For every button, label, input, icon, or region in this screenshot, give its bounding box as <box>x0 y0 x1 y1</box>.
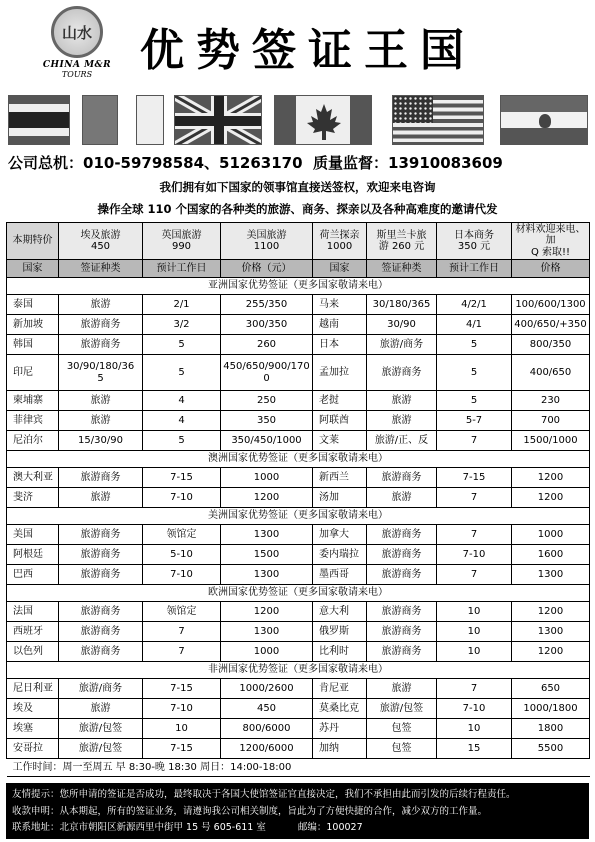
table-cell: 5 <box>143 335 221 355</box>
table-cell: 650 <box>512 679 590 699</box>
table-row <box>7 739 590 759</box>
country-cell: 马来 <box>313 295 367 315</box>
table-row <box>7 679 590 699</box>
table-row <box>7 468 590 488</box>
table-cell: 7-10 <box>143 488 221 508</box>
table-cell: 5 <box>143 355 221 391</box>
table-cell: 7-15 <box>437 468 512 488</box>
table-cell: 400/650 <box>512 355 590 391</box>
country-cell: 菲律宾 <box>7 411 59 431</box>
table-cell: 450 <box>221 699 313 719</box>
table-cell: 1300 <box>221 622 313 642</box>
table-cell: 350/450/1000 <box>221 431 313 451</box>
table-cell: 旅游商务 <box>367 622 437 642</box>
table-cell: 旅游 <box>59 488 143 508</box>
table-cell: 1000/2600 <box>221 679 313 699</box>
logo-emblem <box>51 6 103 58</box>
table-cell: 7 <box>437 679 512 699</box>
table-cell: 30/90 <box>367 315 437 335</box>
table-cell: 旅游商务 <box>367 355 437 391</box>
table-cell: 1300 <box>221 525 313 545</box>
table-cell: 2/1 <box>143 295 221 315</box>
section-title: 欧洲国家优势签证（更多国家敬请来电） <box>7 585 590 602</box>
featured-item: 美国旅游 1100 <box>221 223 313 260</box>
table-cell: 5 <box>437 391 512 411</box>
table-cell: 旅游商务 <box>59 335 143 355</box>
table-cell: 300/350 <box>221 315 313 335</box>
table-cell: 5500 <box>512 739 590 759</box>
table-cell: 4 <box>143 391 221 411</box>
table-cell: 1000 <box>221 642 313 662</box>
table-cell: 4/2/1 <box>437 295 512 315</box>
section-title: 亚洲国家优势签证（更多国家敬请来电） <box>7 278 590 295</box>
intro-line-1: 我们拥有如下国家的领事馆直接送签权，欢迎来电咨询 <box>159 180 436 194</box>
table-row <box>7 295 590 315</box>
flag-icon <box>82 95 118 145</box>
footer-address: 联系地址：北京市朝阳区新源西里中街甲 15 号 605-611 室 <box>12 822 266 833</box>
section-title: 非洲国家优势签证（更多国家敬请来电） <box>7 662 590 679</box>
table-cell: 旅游/商务 <box>59 679 143 699</box>
country-cell: 肯尼亚 <box>313 679 367 699</box>
country-cell: 尼日利亚 <box>7 679 59 699</box>
table-cell: 30/90/180/36 5 <box>59 355 143 391</box>
table-cell: 包签 <box>367 719 437 739</box>
table-cell: 450/650/900/170 0 <box>221 355 313 391</box>
table-row <box>7 525 590 545</box>
table-cell: 255/350 <box>221 295 313 315</box>
canada-flag-icon <box>274 95 372 145</box>
table-cell: 1800 <box>512 719 590 739</box>
country-cell: 斐济 <box>7 488 59 508</box>
column-header: 价格（元） <box>221 260 313 278</box>
table-cell: 800/350 <box>512 335 590 355</box>
table-cell: 7 <box>143 622 221 642</box>
table-cell: 7 <box>437 565 512 585</box>
section-title-row <box>7 585 590 602</box>
table-cell: 7 <box>437 431 512 451</box>
table-row <box>7 411 590 431</box>
section-title-row <box>7 278 590 295</box>
usa-flag-canton <box>393 96 433 123</box>
table-cell: 15/30/90 <box>59 431 143 451</box>
flag-icon <box>136 95 164 145</box>
table-cell: 1200 <box>221 488 313 508</box>
table-cell: 旅游商务 <box>59 525 143 545</box>
footer-tip: 友情提示：您所申请的签证是否成功，最终取决于各国大使馆签证官直接决定，我们不承担由此而引发的后续行程责任。 <box>12 789 516 800</box>
flag-strip <box>0 95 595 147</box>
country-cell: 比利时 <box>313 642 367 662</box>
table-cell: 旅游商务 <box>367 525 437 545</box>
table-cell: 1200 <box>512 642 590 662</box>
table-cell: 7-10 <box>143 699 221 719</box>
table-cell: 旅游商务 <box>367 642 437 662</box>
country-cell: 澳大利亚 <box>7 468 59 488</box>
table-row <box>7 431 590 451</box>
table-cell: 旅游商务 <box>367 545 437 565</box>
visa-price-table <box>6 222 590 777</box>
table-cell: 1200 <box>512 602 590 622</box>
table-row <box>7 622 590 642</box>
table-cell: 旅游 <box>59 391 143 411</box>
country-cell: 莫桑比克 <box>313 699 367 719</box>
table-row <box>7 488 590 508</box>
uk-flag-icon <box>174 95 262 145</box>
country-cell: 埃塞 <box>7 719 59 739</box>
table-cell: 旅游/包签 <box>367 699 437 719</box>
featured-item: 斯里兰卡旅 游 260 元 <box>367 223 437 260</box>
country-cell: 意大利 <box>313 602 367 622</box>
company-phone <box>8 152 303 173</box>
featured-row <box>7 223 590 260</box>
table-cell: 旅游 <box>367 411 437 431</box>
page-title: 优势签证王国 <box>140 25 476 76</box>
featured-item: 荷兰探亲 1000 <box>313 223 367 260</box>
iran-flag-icon <box>500 95 588 145</box>
logo-sub: TOURS <box>61 70 93 79</box>
country-cell: 印尼 <box>7 355 59 391</box>
country-cell: 阿根廷 <box>7 545 59 565</box>
phone-label: 公司总机： <box>8 154 84 172</box>
table-cell: 1500/1000 <box>512 431 590 451</box>
table-cell: 7 <box>437 488 512 508</box>
column-header: 预计工作日 <box>143 260 221 278</box>
intro-line-2: 操作全球 110 个国家的各种类的旅游、商务、探亲以及各种高难度的邀请代发 <box>97 202 498 216</box>
logo-mark-text: 山水 <box>61 23 92 42</box>
table-cell: 7-15 <box>143 679 221 699</box>
table-cell: 15 <box>437 739 512 759</box>
contact-bar <box>0 150 595 172</box>
country-cell: 巴西 <box>7 565 59 585</box>
table-cell: 旅游商务 <box>59 545 143 565</box>
table-cell: 旅游 <box>367 391 437 411</box>
table-row <box>7 719 590 739</box>
table-cell: 4 <box>143 411 221 431</box>
table-cell: 旅游商务 <box>59 642 143 662</box>
usa-flag-icon <box>392 95 484 145</box>
table-cell: 1200 <box>512 468 590 488</box>
table-cell: 5-7 <box>437 411 512 431</box>
country-cell: 美国 <box>7 525 59 545</box>
table-cell: 旅游/包签 <box>59 739 143 759</box>
table-cell: 230 <box>512 391 590 411</box>
working-hours-row <box>7 759 590 777</box>
table-cell: 1200/6000 <box>221 739 313 759</box>
logo-name: CHINA M&R <box>42 60 112 70</box>
table-row <box>7 545 590 565</box>
table-cell: 7 <box>143 642 221 662</box>
country-cell: 文莱 <box>313 431 367 451</box>
country-cell: 尼泊尔 <box>7 431 59 451</box>
featured-item: 英国旅游 990 <box>143 223 221 260</box>
table-row <box>7 355 590 391</box>
column-header: 签证种类 <box>367 260 437 278</box>
table-cell: 旅游 <box>59 411 143 431</box>
country-cell: 苏丹 <box>313 719 367 739</box>
footer-notice <box>6 783 589 839</box>
table-row <box>7 335 590 355</box>
table-cell: 7-10 <box>437 699 512 719</box>
table-cell: 5-10 <box>143 545 221 565</box>
section-title: 美洲国家优势签证（更多国家敬请来电） <box>7 508 590 525</box>
table-cell: 10 <box>437 622 512 642</box>
table-cell: 5 <box>143 431 221 451</box>
table-row <box>7 391 590 411</box>
table-cell: 250 <box>221 391 313 411</box>
table-cell: 7-15 <box>143 468 221 488</box>
table-cell: 10 <box>437 719 512 739</box>
table-cell: 旅游 <box>367 679 437 699</box>
table-header-row <box>7 260 590 278</box>
table-cell: 1600 <box>512 545 590 565</box>
quality-supervision <box>313 152 503 173</box>
iran-flag-emblem <box>539 114 551 128</box>
table-cell: 400/650/+350 <box>512 315 590 335</box>
country-cell: 孟加拉 <box>313 355 367 391</box>
company-logo <box>38 6 116 88</box>
table-cell: 10 <box>143 719 221 739</box>
country-cell: 新西兰 <box>313 468 367 488</box>
column-header: 签证种类 <box>59 260 143 278</box>
table-cell: 800/6000 <box>221 719 313 739</box>
country-cell: 泰国 <box>7 295 59 315</box>
table-cell: 700 <box>512 411 590 431</box>
table-row <box>7 565 590 585</box>
table-cell: 260 <box>221 335 313 355</box>
featured-item: 埃及旅游 450 <box>59 223 143 260</box>
country-cell: 安哥拉 <box>7 739 59 759</box>
table-cell: 旅游/商务 <box>367 335 437 355</box>
featured-item: 材料欢迎来电、加 Q 索取!! <box>512 223 590 260</box>
table-cell: 旅游商务 <box>367 468 437 488</box>
country-cell: 委内瑞拉 <box>313 545 367 565</box>
column-header: 预计工作日 <box>437 260 512 278</box>
country-cell: 阿联酋 <box>313 411 367 431</box>
table-cell: 领馆定 <box>143 602 221 622</box>
table-cell: 旅游商务 <box>367 602 437 622</box>
column-header: 价格 <box>512 260 590 278</box>
table-cell: 旅游商务 <box>59 565 143 585</box>
table-cell: 7-15 <box>143 739 221 759</box>
table-cell: 10 <box>437 602 512 622</box>
table-cell: 包签 <box>367 739 437 759</box>
table-cell: 旅游商务 <box>59 315 143 335</box>
table-cell: 1000 <box>512 525 590 545</box>
footer-address-line <box>12 820 583 837</box>
table-cell: 1300 <box>221 565 313 585</box>
footer-payment: 收款申明：从本期起，所有的签证业务，请遵询我公司相关制度，旨此为了方便快捷的合作，减少双方的工作量。 <box>12 805 488 817</box>
table-cell: 旅游商务 <box>367 565 437 585</box>
table-cell: 旅游商务 <box>59 602 143 622</box>
table-row <box>7 602 590 622</box>
footer-postcode: 邮编：100027 <box>297 822 363 833</box>
table-row <box>7 642 590 662</box>
column-header: 国家 <box>313 260 367 278</box>
table-row <box>7 315 590 335</box>
table-cell: 7-10 <box>437 545 512 565</box>
country-cell: 加纳 <box>313 739 367 759</box>
featured-label: 本期特价 <box>7 223 59 260</box>
country-cell: 西班牙 <box>7 622 59 642</box>
table-cell: 7-10 <box>143 565 221 585</box>
section-title: 澳洲国家优势签证（更多国家敬请来电） <box>7 451 590 468</box>
country-cell: 越南 <box>313 315 367 335</box>
table-cell: 7 <box>437 525 512 545</box>
phone-number: 010-59798584、51263170 <box>83 154 303 172</box>
country-cell: 俄罗斯 <box>313 622 367 642</box>
supervise-label: 质量监督： <box>313 154 389 172</box>
table-cell: 旅游商务 <box>59 468 143 488</box>
table-cell: 1000 <box>221 468 313 488</box>
table-cell: 1500 <box>221 545 313 565</box>
country-cell: 汤加 <box>313 488 367 508</box>
section-title-row <box>7 451 590 468</box>
table-cell: 旅游商务 <box>59 622 143 642</box>
table-cell: 旅游/正、反 <box>367 431 437 451</box>
table-cell: 旅游 <box>367 488 437 508</box>
working-hours: 工作时间：周一至周五 早 8:30-晚 18:30 周日：14:00-18:00 <box>7 759 590 777</box>
table-cell: 5 <box>437 355 512 391</box>
country-cell: 加拿大 <box>313 525 367 545</box>
country-cell: 韩国 <box>7 335 59 355</box>
thailand-flag-icon <box>8 95 70 145</box>
table-cell: 100/600/1300 <box>512 295 590 315</box>
visa-table-body <box>7 223 590 777</box>
table-cell: 领馆定 <box>143 525 221 545</box>
table-cell: 350 <box>221 411 313 431</box>
section-title-row <box>7 662 590 679</box>
country-cell: 柬埔寨 <box>7 391 59 411</box>
table-cell: 3/2 <box>143 315 221 335</box>
country-cell: 新加坡 <box>7 315 59 335</box>
country-cell: 埃及 <box>7 699 59 719</box>
table-cell: 1300 <box>512 622 590 642</box>
table-cell: 10 <box>437 642 512 662</box>
intro-text <box>0 176 595 220</box>
header <box>0 0 595 95</box>
table-cell: 旅游/包签 <box>59 719 143 739</box>
table-cell: 1200 <box>512 488 590 508</box>
country-cell: 墨西哥 <box>313 565 367 585</box>
table-cell: 30/180/365 <box>367 295 437 315</box>
featured-item: 日本商务 350 元 <box>437 223 512 260</box>
table-cell: 旅游 <box>59 699 143 719</box>
section-title-row <box>7 508 590 525</box>
table-cell: 1000/1800 <box>512 699 590 719</box>
country-cell: 以色列 <box>7 642 59 662</box>
table-row <box>7 699 590 719</box>
table-cell: 旅游 <box>59 295 143 315</box>
table-cell: 4/1 <box>437 315 512 335</box>
table-cell: 5 <box>437 335 512 355</box>
column-header: 国家 <box>7 260 59 278</box>
supervise-number: 13910083609 <box>388 154 503 172</box>
country-cell: 老挝 <box>313 391 367 411</box>
country-cell: 日本 <box>313 335 367 355</box>
country-cell: 法国 <box>7 602 59 622</box>
table-cell: 1200 <box>221 602 313 622</box>
table-cell: 1300 <box>512 565 590 585</box>
